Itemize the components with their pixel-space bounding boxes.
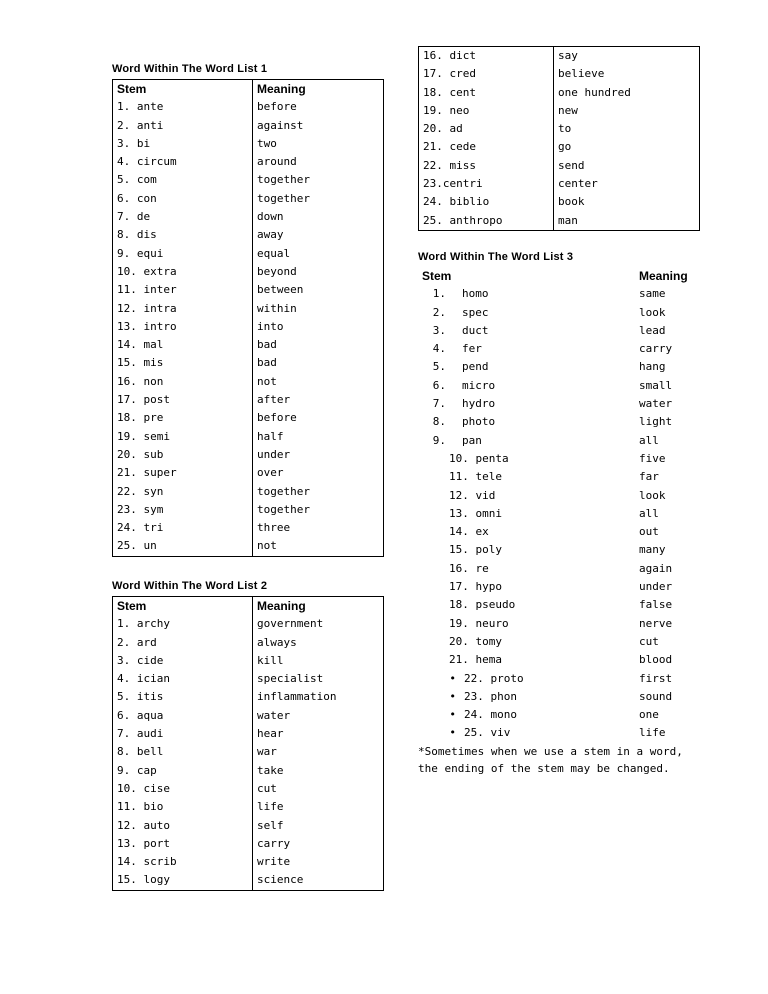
table-row — [419, 84, 700, 102]
list3-table — [418, 267, 729, 743]
list2-row-meaning: cut — [253, 780, 384, 798]
list3-item-stem: pan — [462, 433, 482, 447]
table-row — [419, 120, 700, 138]
table-row — [113, 281, 384, 299]
list1-header-meaning: Meaning — [253, 80, 384, 99]
list1-row-meaning: equal — [253, 245, 384, 263]
list3-numbered-stem — [418, 340, 639, 358]
list3-item-meaning: all — [639, 433, 659, 447]
list2-row-stem: 14. scrib — [117, 855, 177, 869]
list2-table — [112, 596, 384, 891]
table-row — [113, 391, 384, 409]
list3-item-stem: 13. omni — [449, 506, 502, 520]
list3-item-meaning: far — [639, 470, 659, 484]
list3-item-stem: 10. penta — [449, 451, 509, 465]
list1-row-stem: 11. inter — [117, 283, 177, 297]
list-item — [418, 340, 729, 358]
list3-item-stem: 12. vid — [449, 488, 496, 502]
table-row — [113, 615, 384, 633]
list1-row-stem: 1. ante — [117, 100, 164, 114]
table-row — [113, 190, 384, 208]
list1-row-stem: 15. mis — [117, 356, 164, 370]
list2-row-stem: 13. port — [117, 836, 170, 850]
list3-item-stem: 25. viv — [464, 726, 511, 740]
table-row — [113, 245, 384, 263]
list1-row-meaning: not — [253, 373, 384, 391]
list3-item-stem: 15. poly — [449, 543, 502, 557]
list1-row-meaning: together — [253, 190, 384, 208]
list3-item-stem: spec — [462, 305, 489, 319]
table-row — [113, 409, 384, 427]
table-row — [113, 354, 384, 372]
list2-row-stem: 1. archy — [117, 617, 170, 631]
list3-item-stem: pend — [462, 360, 489, 374]
list3-item-number: 7. — [432, 397, 446, 411]
list1-row-meaning: before — [253, 409, 384, 427]
list3-item-meaning: again — [639, 561, 673, 575]
table-row — [113, 537, 384, 556]
list3-item-stem: 16. re — [449, 561, 489, 575]
list3-section — [418, 250, 729, 777]
list3-bullet-stem — [418, 706, 639, 724]
list1-row-stem: 3. bi — [117, 136, 151, 150]
table-row — [113, 373, 384, 391]
list-item — [418, 596, 729, 614]
list2-row-stem: 9. cap — [117, 763, 157, 777]
list1-row-stem: 14. mal — [117, 338, 164, 352]
table-row — [113, 428, 384, 446]
list3-item-stem: 21. hema — [449, 653, 502, 667]
table-row — [113, 652, 384, 670]
table-row — [419, 212, 700, 231]
list3-bullet-stem — [418, 688, 639, 706]
bullet-icon: • — [449, 708, 456, 722]
list2-row-meaning: take — [253, 762, 384, 780]
list3-bullet-stem — [418, 724, 639, 742]
list1-row-meaning: between — [253, 281, 384, 299]
list1-row-meaning: within — [253, 300, 384, 318]
list3-item-stem: 14. ex — [449, 525, 489, 539]
list2-continued-row-meaning: to — [554, 120, 700, 138]
table-row — [419, 138, 700, 156]
table-row — [113, 762, 384, 780]
list2-row-meaning: water — [253, 707, 384, 725]
list2-header-stem: Stem — [117, 599, 147, 613]
list2-row-meaning: kill — [253, 652, 384, 670]
list3-numbered-stem — [418, 358, 639, 376]
list3-item-meaning: first — [639, 671, 673, 685]
list3-numbered-stem — [418, 377, 639, 395]
table-row — [419, 47, 700, 66]
list-item — [418, 688, 729, 706]
list2-continued-row-meaning: new — [554, 102, 700, 120]
list3-item-stem: duct — [462, 323, 489, 337]
bullet-icon: • — [449, 689, 456, 703]
table-row — [113, 300, 384, 318]
list2-header-meaning: Meaning — [253, 597, 384, 616]
list2-continued-row-stem: 17. cred — [423, 67, 476, 81]
list2-continued-row-stem: 24. biblio — [423, 195, 490, 209]
list2-continued-table — [418, 46, 700, 231]
table-row — [113, 153, 384, 171]
list2-row-meaning: hear — [253, 725, 384, 743]
table-row — [113, 336, 384, 354]
list1-row-stem: 23. sym — [117, 502, 164, 516]
list2-row-meaning: government — [253, 615, 384, 633]
list3-item-meaning: carry — [639, 342, 673, 356]
list-item — [418, 724, 729, 742]
list1-row-meaning: into — [253, 318, 384, 336]
list2-row-meaning: always — [253, 634, 384, 652]
list1-row-meaning: around — [253, 153, 384, 171]
list3-item-number: 9. — [432, 433, 446, 447]
list1-row-meaning: over — [253, 464, 384, 482]
list2-continued-row-meaning: center — [554, 175, 700, 193]
list2-continued-row-meaning: book — [554, 193, 700, 211]
list1-row-stem: 13. intro — [117, 319, 177, 333]
list1-row-stem: 8. dis — [117, 228, 157, 242]
list3-item-number: 3. — [432, 323, 446, 337]
list2-continued-row-stem: 19. neo — [423, 103, 470, 117]
table-row — [113, 871, 384, 890]
bullet-icon: • — [449, 726, 456, 740]
list1-row-meaning: under — [253, 446, 384, 464]
list3-header-row — [418, 267, 729, 285]
list1-row-stem: 4. circum — [117, 155, 177, 169]
list3-item-meaning: all — [639, 506, 659, 520]
table-row — [113, 208, 384, 226]
table-row — [113, 117, 384, 135]
list1-row-stem: 20. sub — [117, 447, 164, 461]
list1-row-stem: 24. tri — [117, 521, 164, 535]
table-row — [113, 519, 384, 537]
list2-row-meaning: inflammation — [253, 688, 384, 706]
list1-row-meaning: two — [253, 135, 384, 153]
table-row — [419, 157, 700, 175]
list3-item-stem: 22. proto — [464, 671, 524, 685]
table-row — [113, 835, 384, 853]
list1-row-meaning: three — [253, 519, 384, 537]
list2-row-stem: 11. bio — [117, 800, 164, 814]
table-row — [113, 780, 384, 798]
list3-item-stem: fer — [462, 342, 482, 356]
list3-item-number: 4. — [432, 342, 446, 356]
list3-numbered-stem — [418, 322, 639, 340]
list1-row-stem: 9. equi — [117, 246, 164, 260]
list2-row-meaning: specialist — [253, 670, 384, 688]
list2-continued-section — [418, 46, 700, 231]
list-item — [418, 633, 729, 651]
list1-row-meaning: against — [253, 117, 384, 135]
list3-item-number: 2. — [432, 305, 446, 319]
list2-continued-row-stem: 16. dict — [423, 49, 476, 62]
list2-continued-row-meaning: one hundred — [554, 84, 700, 102]
list3-item-stem: 23. phon — [464, 689, 517, 703]
list2-row-stem: 8. bell — [117, 745, 164, 759]
list-item — [418, 450, 729, 468]
list3-footnote: *Sometimes when we use a stem in a word, the ending of the stem may be changed. — [418, 744, 683, 775]
list1-row-stem: 7. de — [117, 210, 151, 224]
table-row — [113, 817, 384, 835]
list2-continued-row-stem: 25. anthropo — [423, 213, 503, 227]
list2-continued-row-stem: 20. ad — [423, 122, 463, 136]
list3-item-stem: 20. tomy — [449, 634, 502, 648]
list3-item-meaning: nerve — [639, 616, 673, 630]
table-row — [113, 98, 384, 116]
list-item — [418, 285, 729, 303]
bullet-icon: • — [449, 671, 456, 685]
list3-item-stem: 18. pseudo — [449, 598, 516, 612]
list1-row-stem: 5. com — [117, 173, 157, 187]
list2-continued-row-meaning: say — [554, 47, 700, 66]
list3-item-meaning: one — [639, 708, 659, 722]
list2-row-stem: 15. logy — [117, 873, 170, 887]
list-item — [418, 523, 729, 541]
list-item — [418, 706, 729, 724]
list1-row-meaning: together — [253, 501, 384, 519]
list3-item-meaning: hang — [639, 360, 666, 374]
list-item — [418, 377, 729, 395]
list1-table — [112, 79, 384, 557]
list-item — [418, 304, 729, 322]
table-row — [113, 135, 384, 153]
table-row — [113, 670, 384, 688]
list1-row-stem: 16. non — [117, 374, 164, 388]
list3-item-meaning: out — [639, 525, 659, 539]
list1-row-meaning: bad — [253, 336, 384, 354]
list3-numbered-stem — [418, 432, 639, 450]
list-item — [418, 505, 729, 523]
list3-item-stem: 17. hypo — [449, 580, 502, 594]
list2-continued-row-stem: 21. cede — [423, 140, 476, 154]
table-row — [419, 193, 700, 211]
list2-row-meaning: life — [253, 798, 384, 816]
table-row — [113, 688, 384, 706]
table-row — [113, 483, 384, 501]
list1-row-stem: 21. super — [117, 466, 177, 480]
list-item — [418, 651, 729, 669]
list2-continued-row-stem: 23.centri — [423, 177, 483, 191]
list2-section — [112, 579, 384, 891]
table-row — [113, 725, 384, 743]
list3-item-number: 8. — [432, 415, 446, 429]
list-item — [418, 560, 729, 578]
table-row — [113, 707, 384, 725]
list2-row-stem: 12. auto — [117, 818, 170, 832]
list1-title — [112, 62, 384, 76]
list3-item-stem: 24. mono — [464, 708, 517, 722]
list1-header-stem: Stem — [117, 82, 147, 96]
list3-item-meaning: blood — [639, 653, 673, 667]
list2-title-text: Word Within The Word List 2 — [112, 580, 268, 592]
list3-item-meaning: sound — [639, 689, 673, 703]
table-row — [113, 464, 384, 482]
list2-row-meaning: self — [253, 817, 384, 835]
list1-row-meaning: after — [253, 391, 384, 409]
list3-item-number: 6. — [432, 378, 446, 392]
list2-continued-row-meaning: go — [554, 138, 700, 156]
list2-row-stem: 4. ician — [117, 672, 170, 686]
list1-row-stem: 6. con — [117, 191, 157, 205]
table-row — [113, 501, 384, 519]
list3-item-meaning: look — [639, 305, 666, 319]
list2-row-meaning: carry — [253, 835, 384, 853]
list1-header-row — [113, 80, 384, 99]
list-item — [418, 578, 729, 596]
list1-row-meaning: before — [253, 98, 384, 116]
table-row — [113, 634, 384, 652]
list3-item-meaning: many — [639, 543, 666, 557]
list2-header-row — [113, 597, 384, 616]
list2-row-meaning: science — [253, 871, 384, 890]
list3-item-meaning: look — [639, 488, 666, 502]
list2-row-stem: 10. cise — [117, 781, 170, 795]
list1-row-meaning: down — [253, 208, 384, 226]
list2-row-stem: 3. cide — [117, 653, 164, 667]
list3-numbered-stem — [418, 413, 639, 431]
list3-item-meaning: small — [639, 378, 673, 392]
list3-item-stem: 11. tele — [449, 470, 502, 484]
list3-numbered-stem — [418, 395, 639, 413]
list2-row-stem: 7. audi — [117, 727, 164, 741]
list-item — [418, 670, 729, 688]
list-item — [418, 487, 729, 505]
list3-item-stem: photo — [462, 415, 496, 429]
list3-numbered-stem — [418, 285, 639, 303]
list2-continued-row-stem: 18. cent — [423, 85, 476, 99]
list1-row-stem: 12. intra — [117, 301, 177, 315]
list3-item-meaning: same — [639, 287, 666, 301]
table-row — [113, 853, 384, 871]
list2-continued-row-meaning: man — [554, 212, 700, 231]
list3-item-meaning: water — [639, 397, 673, 411]
list2-row-stem: 6. aqua — [117, 708, 164, 722]
list-item — [418, 432, 729, 450]
list3-item-meaning: five — [639, 451, 666, 465]
table-row — [113, 318, 384, 336]
list3-title — [418, 250, 729, 264]
list2-title — [112, 579, 384, 593]
list2-continued-row-meaning: send — [554, 157, 700, 175]
list3-item-meaning: false — [639, 598, 673, 612]
list3-header-meaning: Meaning — [639, 269, 688, 283]
list1-row-meaning: half — [253, 428, 384, 446]
table-row — [113, 226, 384, 244]
list1-row-meaning: beyond — [253, 263, 384, 281]
list3-item-stem: 19. neuro — [449, 616, 509, 630]
list1-row-meaning: together — [253, 483, 384, 501]
table-row — [113, 798, 384, 816]
list3-item-meaning: cut — [639, 634, 659, 648]
list3-item-meaning: under — [639, 580, 673, 594]
list2-row-stem: 5. itis — [117, 690, 164, 704]
table-row — [419, 175, 700, 193]
list1-row-stem: 22. syn — [117, 484, 164, 498]
list1-section — [112, 62, 384, 557]
list3-bullet-stem — [418, 670, 639, 688]
list1-title-text: Word Within The Word List 1 — [112, 63, 268, 75]
list-item — [418, 468, 729, 486]
list2-row-meaning: write — [253, 853, 384, 871]
table-row — [419, 65, 700, 83]
list1-row-meaning: not — [253, 537, 384, 556]
list-item — [418, 615, 729, 633]
list-item — [418, 413, 729, 431]
list-item — [418, 541, 729, 559]
list-item — [418, 322, 729, 340]
table-row — [113, 446, 384, 464]
list3-item-stem: homo — [462, 287, 489, 301]
list3-item-number: 5. — [432, 360, 446, 374]
list1-row-meaning: away — [253, 226, 384, 244]
list1-row-stem: 17. post — [117, 393, 170, 407]
list3-header-stem: Stem — [422, 269, 452, 283]
list1-row-stem: 2. anti — [117, 118, 164, 132]
list2-continued-row-meaning: believe — [554, 65, 700, 83]
list2-row-stem: 2. ard — [117, 635, 157, 649]
list1-row-stem: 10. extra — [117, 264, 177, 278]
list3-item-meaning: lead — [639, 323, 666, 337]
list1-row-stem: 19. semi — [117, 429, 170, 443]
list1-row-meaning: bad — [253, 354, 384, 372]
list1-row-stem: 25. un — [117, 539, 157, 553]
list1-row-stem: 18. pre — [117, 411, 164, 425]
list-item — [418, 358, 729, 376]
list3-title-text: Word Within The Word List 3 — [418, 251, 574, 263]
list3-item-stem: micro — [462, 378, 496, 392]
list3-item-meaning: light — [639, 415, 673, 429]
list2-continued-row-stem: 22. miss — [423, 158, 476, 172]
list2-row-meaning: war — [253, 743, 384, 761]
list-item — [418, 395, 729, 413]
list3-item-number: 1. — [432, 287, 446, 301]
list3-item-meaning: life — [639, 726, 666, 740]
list3-numbered-stem — [418, 304, 639, 322]
list3-item-stem: hydro — [462, 397, 496, 411]
table-row — [113, 263, 384, 281]
table-row — [419, 102, 700, 120]
table-row — [113, 171, 384, 189]
list1-row-meaning: together — [253, 171, 384, 189]
table-row — [113, 743, 384, 761]
